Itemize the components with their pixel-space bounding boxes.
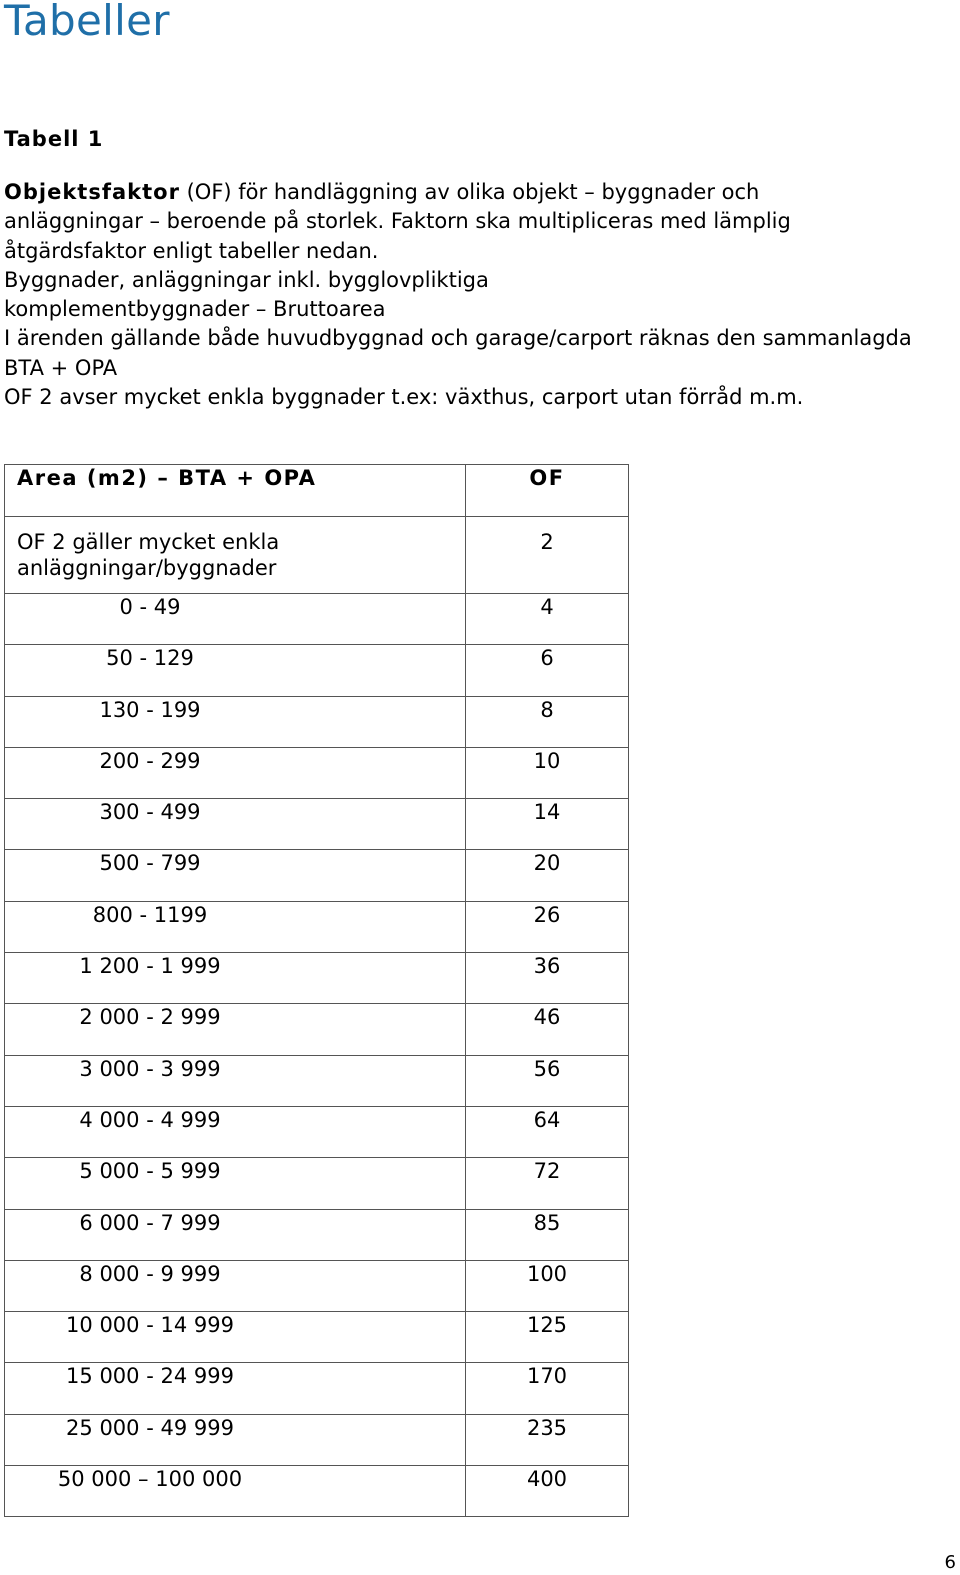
intro-text — [4, 178, 954, 412]
intro-line: BTA + OPA — [4, 355, 118, 380]
area-cell: 5 000 - 5 999 — [5, 1158, 466, 1209]
of-cell: 4 — [466, 594, 629, 645]
table-row — [5, 1260, 629, 1311]
of-cell: 400 — [466, 1466, 629, 1517]
intro-line: anläggningar – beroende på storlek. Faktorn ska multipliceras med lämplig — [4, 209, 791, 234]
area-cell: 15 000 - 24 999 — [5, 1363, 466, 1414]
area-cell: 1 200 - 1 999 — [5, 953, 466, 1004]
intro-line: åtgärdsfaktor enligt tabeller nedan. — [4, 238, 379, 263]
table-row — [5, 901, 629, 952]
table-row — [5, 1055, 629, 1106]
area-cell: 50 - 129 — [5, 645, 466, 696]
of-cell: 20 — [466, 850, 629, 901]
intro-line-rest: (OF) för handläggning av olika objekt – byggnader och — [179, 180, 760, 204]
of-cell: 100 — [466, 1260, 629, 1311]
area-cell: OF 2 gäller mycket enkla anläggningar/byggnader — [5, 517, 466, 594]
of-cell: 46 — [466, 1004, 629, 1055]
area-cell: 200 - 299 — [5, 747, 466, 798]
intro-line: I ärenden gällande både huvudbyggnad och garage/carport räknas den sammanlagda — [4, 326, 912, 351]
table-row — [5, 594, 629, 645]
table-row — [5, 517, 629, 594]
table-row — [5, 1414, 629, 1465]
of-cell: 64 — [466, 1106, 629, 1157]
table-row — [5, 696, 629, 747]
page-number: 6 — [944, 1552, 956, 1573]
of-cell: 14 — [466, 799, 629, 850]
area-cell: 300 - 499 — [5, 799, 466, 850]
of-cell: 10 — [466, 747, 629, 798]
of-cell: 36 — [466, 953, 629, 1004]
intro-line: OF 2 avser mycket enkla byggnader t.ex: växthus, carport utan förråd m.m. — [4, 385, 804, 410]
area-cell: 10 000 - 14 999 — [5, 1312, 466, 1363]
area-cell: 0 - 49 — [5, 594, 466, 645]
of-cell: 170 — [466, 1363, 629, 1414]
of-cell: 235 — [466, 1414, 629, 1465]
of-cell: 2 — [466, 517, 629, 594]
of-cell: 26 — [466, 901, 629, 952]
area-cell: 130 - 199 — [5, 696, 466, 747]
table-row — [5, 799, 629, 850]
table-row — [5, 953, 629, 1004]
area-cell: 800 - 1199 — [5, 901, 466, 952]
header-cell-area: Area (m2) – BTA + OPA — [5, 465, 466, 517]
table-row — [5, 850, 629, 901]
area-cell: 25 000 - 49 999 — [5, 1414, 466, 1465]
table-row — [5, 645, 629, 696]
area-cell: 4 000 - 4 999 — [5, 1106, 466, 1157]
table-caption: Tabell 1 — [4, 127, 104, 151]
table-header-row — [5, 465, 629, 517]
area-cell: 2 000 - 2 999 — [5, 1004, 466, 1055]
of-cell: 6 — [466, 645, 629, 696]
table-row — [5, 1158, 629, 1209]
of-cell: 56 — [466, 1055, 629, 1106]
intro-line: komplementbyggnader – Bruttoarea — [4, 297, 386, 322]
of-cell: 8 — [466, 696, 629, 747]
intro-line — [4, 178, 954, 207]
area-cell: 500 - 799 — [5, 850, 466, 901]
area-cell: 6 000 - 7 999 — [5, 1209, 466, 1260]
area-cell: 8 000 - 9 999 — [5, 1260, 466, 1311]
table-row — [5, 1106, 629, 1157]
objektsfaktor-table — [4, 464, 629, 1517]
intro-line: Byggnader, anläggningar inkl. bygglovpliktiga — [4, 267, 489, 292]
table-row — [5, 747, 629, 798]
bold-term: Objektsfaktor — [4, 180, 180, 204]
of-cell: 72 — [466, 1158, 629, 1209]
table-row — [5, 1312, 629, 1363]
table-row — [5, 1209, 629, 1260]
of-cell: 85 — [466, 1209, 629, 1260]
page-title: Tabeller — [4, 0, 170, 45]
area-cell: 3 000 - 3 999 — [5, 1055, 466, 1106]
table-row — [5, 1004, 629, 1055]
of-cell: 125 — [466, 1312, 629, 1363]
table-row — [5, 1466, 629, 1517]
table-row — [5, 1363, 629, 1414]
header-cell-of: OF — [466, 465, 629, 517]
area-cell: 50 000 – 100 000 — [5, 1466, 466, 1517]
